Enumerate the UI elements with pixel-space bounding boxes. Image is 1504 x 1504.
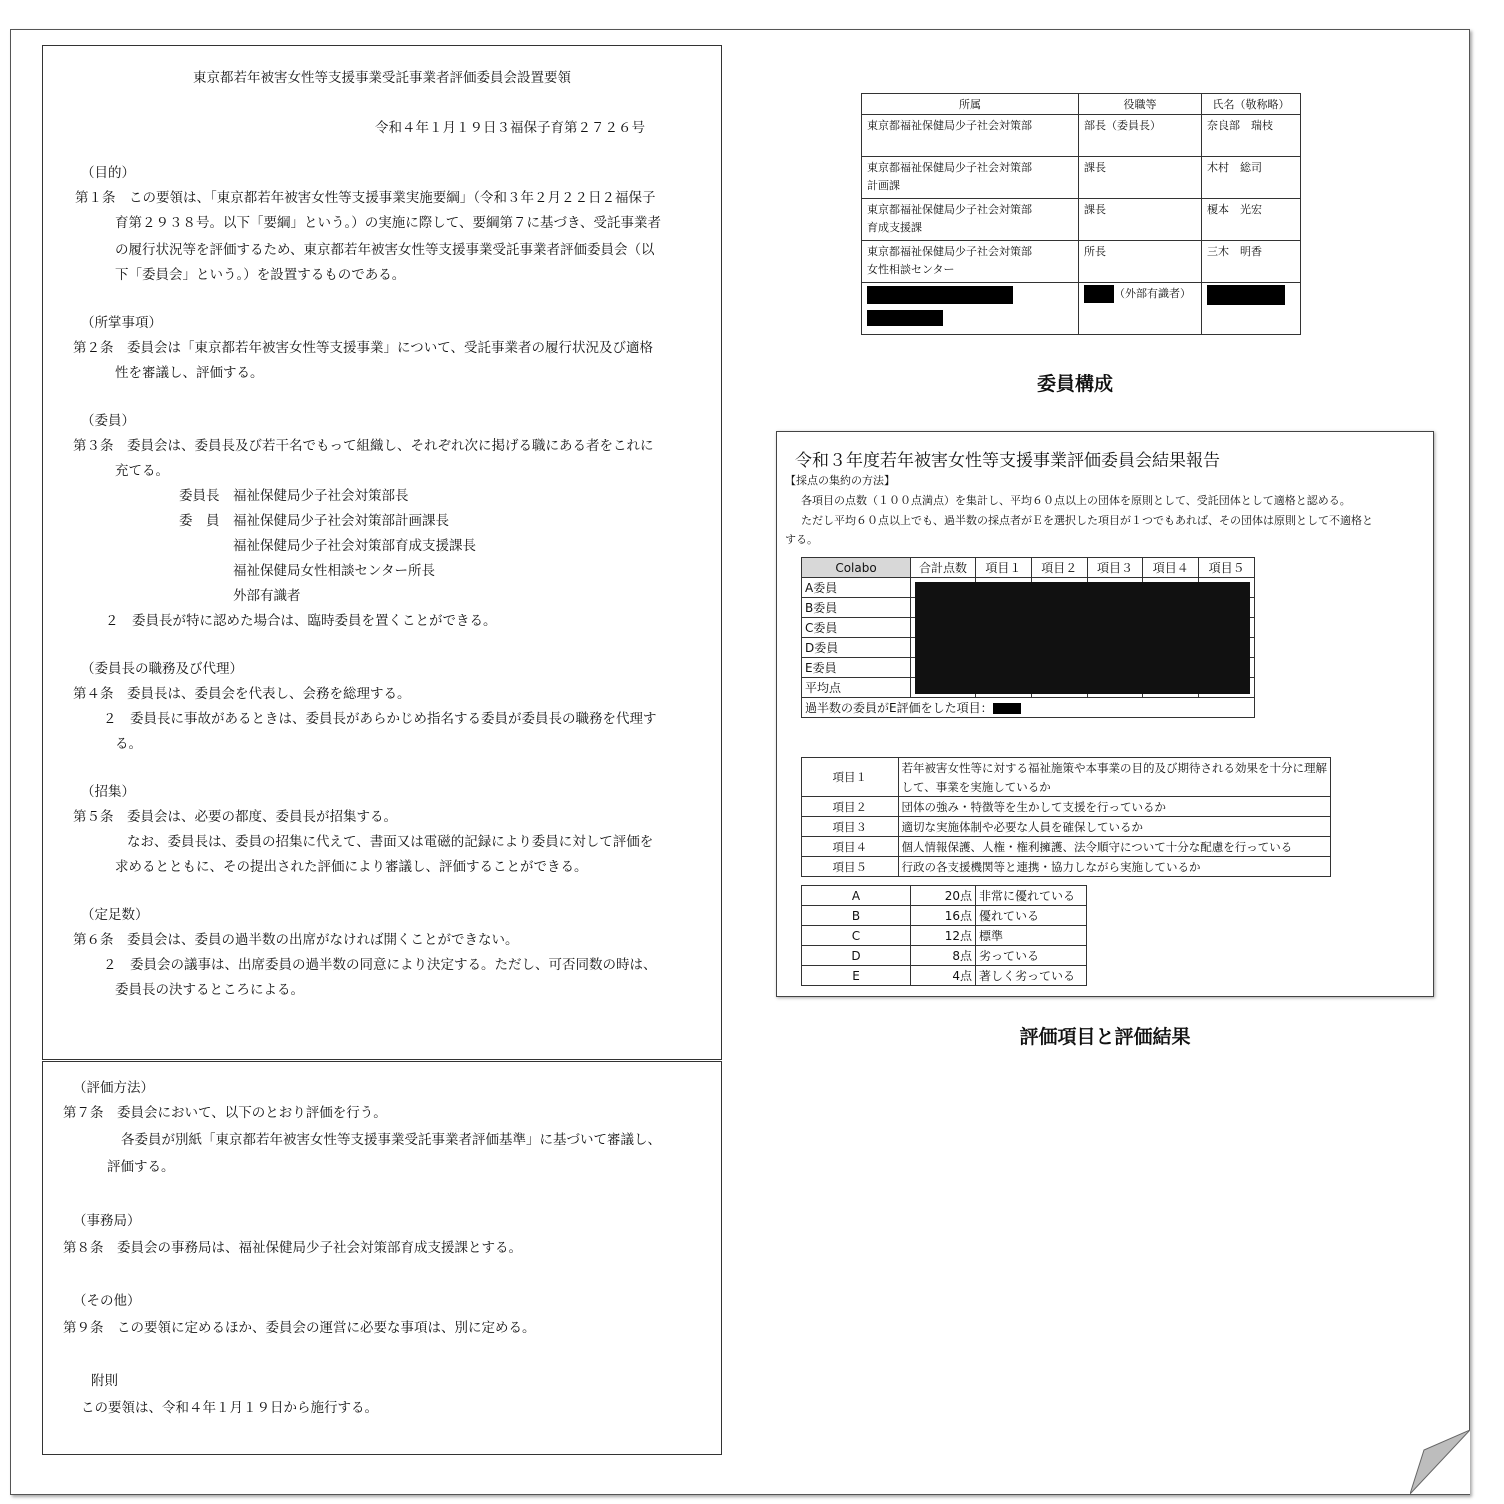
guideline-line: この要領は、令和４年１月１９日から施行する。 (81, 1400, 378, 1416)
guideline-line: 各委員が別紙「東京都若年被害女性等支援事業受託事業者評価基準」に基づいて審議し、 (121, 1132, 661, 1148)
grade-label: 劣っている (976, 946, 1087, 966)
grade-row (802, 946, 1087, 966)
guideline-line: 福祉保健局少子社会対策部育成支援課長 (233, 538, 476, 554)
grade-row (802, 926, 1087, 946)
grade-letter: A (802, 886, 911, 906)
item-label: 項目３ (802, 817, 899, 837)
score-header: 項目１ (976, 558, 1032, 578)
guideline-line: 第８条 委員会の事務局は、福祉保健局少子社会対策部育成支援課とする。 (63, 1240, 522, 1256)
grade-label: 著しく劣っている (976, 966, 1087, 986)
report-method-text: 各項目の点数（１００点満点）を集計し、平均６０点以上の団体を原則として、受託団体として適格と認める。 (801, 494, 1351, 507)
member-position: 課長 (1079, 199, 1202, 241)
score-row-label: E委員 (802, 658, 911, 678)
guideline-line: 委員長の決するところによる。 (115, 982, 304, 998)
item-row (802, 857, 1331, 877)
guideline-line: なお、委員長は、委員の招集に代えて、書面又は電磁的記録により委員に対して評価を (127, 834, 654, 850)
member-name: 榎本 光宏 (1202, 199, 1301, 241)
grade-table (801, 885, 1087, 986)
redacted-scores (915, 582, 1250, 694)
grade-points: 4点 (911, 966, 976, 986)
member-affiliation: 東京都福祉保健局少子社会対策部 育成支援課 (862, 199, 1079, 241)
redacted-block (867, 286, 1013, 304)
item-row (802, 758, 1331, 778)
item-description: して、事業を実施しているか (898, 777, 1331, 797)
guideline-line: 第６条 委員会は、委員の過半数の出席がなければ開くことができない。 (73, 932, 519, 948)
grade-points: 20点 (911, 886, 976, 906)
guideline-line: ２ 委員長が特に認めた場合は、臨時委員を置くことができる。 (105, 613, 497, 629)
guideline-line: 第５条 委員会は、必要の都度、委員長が招集する。 (73, 809, 397, 825)
score-row-label: C委員 (802, 618, 911, 638)
redacted-block (993, 703, 1021, 714)
guideline-scan-page-1 (42, 45, 722, 1060)
guideline-line: 委員長 福祉保健局少子社会対策部長 (179, 488, 409, 504)
item-description: 行政の各支援機関等と連携・協力しながら実施しているか (898, 857, 1331, 877)
members-caption: 委員構成 (1036, 373, 1113, 395)
score-header: Colabo (802, 558, 911, 578)
members-header-position: 役職等 (1079, 94, 1202, 115)
grade-letter: D (802, 946, 911, 966)
guideline-line: （委員） (81, 413, 135, 429)
score-header: 項目４ (1143, 558, 1199, 578)
members-header-affiliation: 所属 (862, 94, 1079, 115)
item-description: 若年被害女性等に対する福祉施策や本事業の目的及び期待される効果を十分に理解 (898, 758, 1331, 778)
score-header: 合計点数 (911, 558, 976, 578)
guideline-title: 東京都若年被害女性等支援事業受託事業者評価委員会設置要領 (193, 70, 571, 86)
majority-e-row (802, 698, 1255, 718)
score-row-label: 平均点 (802, 678, 911, 698)
grade-letter: C (802, 926, 911, 946)
grade-label: 標準 (976, 926, 1087, 946)
guideline-line: 第９条 この要領に定めるほか、委員会の運営に必要な事項は、別に定める。 (63, 1320, 536, 1336)
report-caption: 評価項目と評価結果 (1019, 1026, 1191, 1048)
grade-points: 12点 (911, 926, 976, 946)
members-header-name: 氏名（敬称略） (1202, 94, 1301, 115)
guideline-line: 第１条 この要領は、「東京都若年被害女性等支援事業実施要綱」（令和３年２月２２日２福保子 (75, 190, 656, 206)
guideline-line: （その他） (73, 1293, 141, 1309)
member-affiliation: 東京都福祉保健局少子社会対策部 女性相談センター (862, 241, 1079, 283)
item-description: 個人情報保護、人権・権利擁護、法令順守について十分な配慮を行っている (898, 837, 1331, 857)
score-row-label: A委員 (802, 578, 911, 598)
guideline-line: 下「委員会」という。）を設置するものである。 (115, 267, 406, 283)
guideline-line: 育第２９３８号。以下「要綱」という。）の実施に際して、要綱第７に基づき、受託事業者 (115, 215, 661, 231)
grade-points: 16点 (911, 906, 976, 926)
guideline-line: る。 (115, 736, 142, 752)
guideline-line: （委員長の職務及び代理） (81, 661, 243, 677)
guideline-line: 外部有識者 (233, 588, 301, 604)
page-curl-icon (1410, 1430, 1470, 1494)
guideline-line: 第２条 委員会は「東京都若年被害女性等支援事業」について、受託事業者の履行状況及び適格 (73, 340, 653, 356)
guideline-line: （評価方法） (73, 1080, 154, 1096)
member-affiliation: 東京都福祉保健局少子社会対策部 (862, 115, 1079, 157)
item-row (802, 817, 1331, 837)
grade-label: 非常に優れている (976, 886, 1087, 906)
member-position: 課長 (1079, 157, 1202, 199)
guideline-line: 第４条 委員長は、委員会を代表し、会務を総理する。 (73, 686, 411, 702)
guideline-line: 充てる。 (115, 463, 169, 479)
score-header: 項目５ (1199, 558, 1255, 578)
guideline-line: の履行状況等を評価するため、東京都若年被害女性等支援事業受託事業者評価委員会（以 (115, 242, 655, 258)
members-row-external (862, 283, 1301, 335)
majority-e-label: 過半数の委員がE評価をした項目： (805, 700, 993, 715)
guideline-line: 第３条 委員会は、委員長及び若干名でもって組織し、それぞれ次に掲げる職にある者をこれに (73, 438, 654, 454)
item-label: 項目１ (802, 758, 899, 797)
guideline-scan-page-2 (42, 1061, 722, 1455)
guideline-line: ２ 委員会の議事は、出席委員の過半数の同意により決定する。ただし、可否同数の時は、 (103, 957, 657, 973)
redacted-block (867, 310, 943, 326)
guideline-line: 福祉保健局女性相談センター所長 (233, 563, 435, 579)
report-method-text: する。 (785, 533, 818, 546)
members-row (862, 199, 1301, 241)
guideline-line: （定足数） (81, 907, 149, 923)
item-label: 項目４ (802, 837, 899, 857)
member-name: 奈良部 瑞枝 (1202, 115, 1301, 157)
grade-row (802, 906, 1087, 926)
guideline-line: 評価する。 (107, 1159, 175, 1175)
report-method-heading: 【採点の集約の方法】 (785, 474, 895, 487)
item-description: 適切な実施体制や必要な人員を確保しているか (898, 817, 1331, 837)
member-position: 部長（委員長） (1079, 115, 1202, 157)
guideline-line: （招集） (81, 784, 135, 800)
score-header: 項目２ (1031, 558, 1087, 578)
report-title: 令和３年度若年被害女性等支援事業評価委員会結果報告 (795, 451, 1220, 471)
redacted-block (1207, 285, 1285, 305)
guideline-line: 委 員 福祉保健局少子社会対策部計画課長 (179, 513, 449, 529)
grade-points: 8点 (911, 946, 976, 966)
grade-label: 優れている (976, 906, 1087, 926)
member-position: 所長 (1079, 241, 1202, 283)
redacted-block (1084, 285, 1114, 303)
guideline-line: 第７条 委員会において、以下のとおり評価を行う。 (63, 1105, 387, 1121)
item-label: 項目５ (802, 857, 899, 877)
grade-row (802, 886, 1087, 906)
evaluation-items-table (801, 757, 1331, 877)
guideline-line: 性を審議し、評価する。 (115, 365, 264, 381)
grade-letter: B (802, 906, 911, 926)
guideline-reference-number: 令和４年１月１９日３福保子育第２７２６号 (375, 120, 645, 136)
guideline-line: 求めるとともに、その提出された評価により審議し、評価することができる。 (115, 859, 588, 875)
member-position-external: （外部有識者） (1114, 287, 1191, 300)
guideline-line: （事務局） (73, 1213, 141, 1229)
guideline-line: ２ 委員長に事故があるときは、委員長があらかじめ指名する委員が委員長の職務を代理す (103, 711, 657, 727)
member-affiliation: 東京都福祉保健局少子社会対策部 計画課 (862, 157, 1079, 199)
members-row (862, 241, 1301, 283)
grade-row (802, 966, 1087, 986)
grade-letter: E (802, 966, 911, 986)
member-name: 三木 明香 (1202, 241, 1301, 283)
item-description: 団体の強み・特徴等を生かして支援を行っているか (898, 797, 1331, 817)
guideline-line: （目的） (81, 165, 135, 181)
guideline-line: 附則 (91, 1373, 118, 1389)
item-row (802, 797, 1331, 817)
score-header: 項目３ (1087, 558, 1143, 578)
evaluation-report (776, 431, 1434, 997)
report-method-text: ただし平均６０点以上でも、過半数の採点者がＥを選択した項目が１つでもあれば、その団体は原則として不適格と (801, 514, 1373, 527)
committee-members-table (861, 93, 1301, 335)
members-row (862, 115, 1301, 157)
score-row-label: B委員 (802, 598, 911, 618)
member-name: 木村 総司 (1202, 157, 1301, 199)
item-label: 項目２ (802, 797, 899, 817)
guideline-line: （所掌事項） (81, 315, 162, 331)
item-row (802, 837, 1331, 857)
score-row-label: D委員 (802, 638, 911, 658)
members-row (862, 157, 1301, 199)
